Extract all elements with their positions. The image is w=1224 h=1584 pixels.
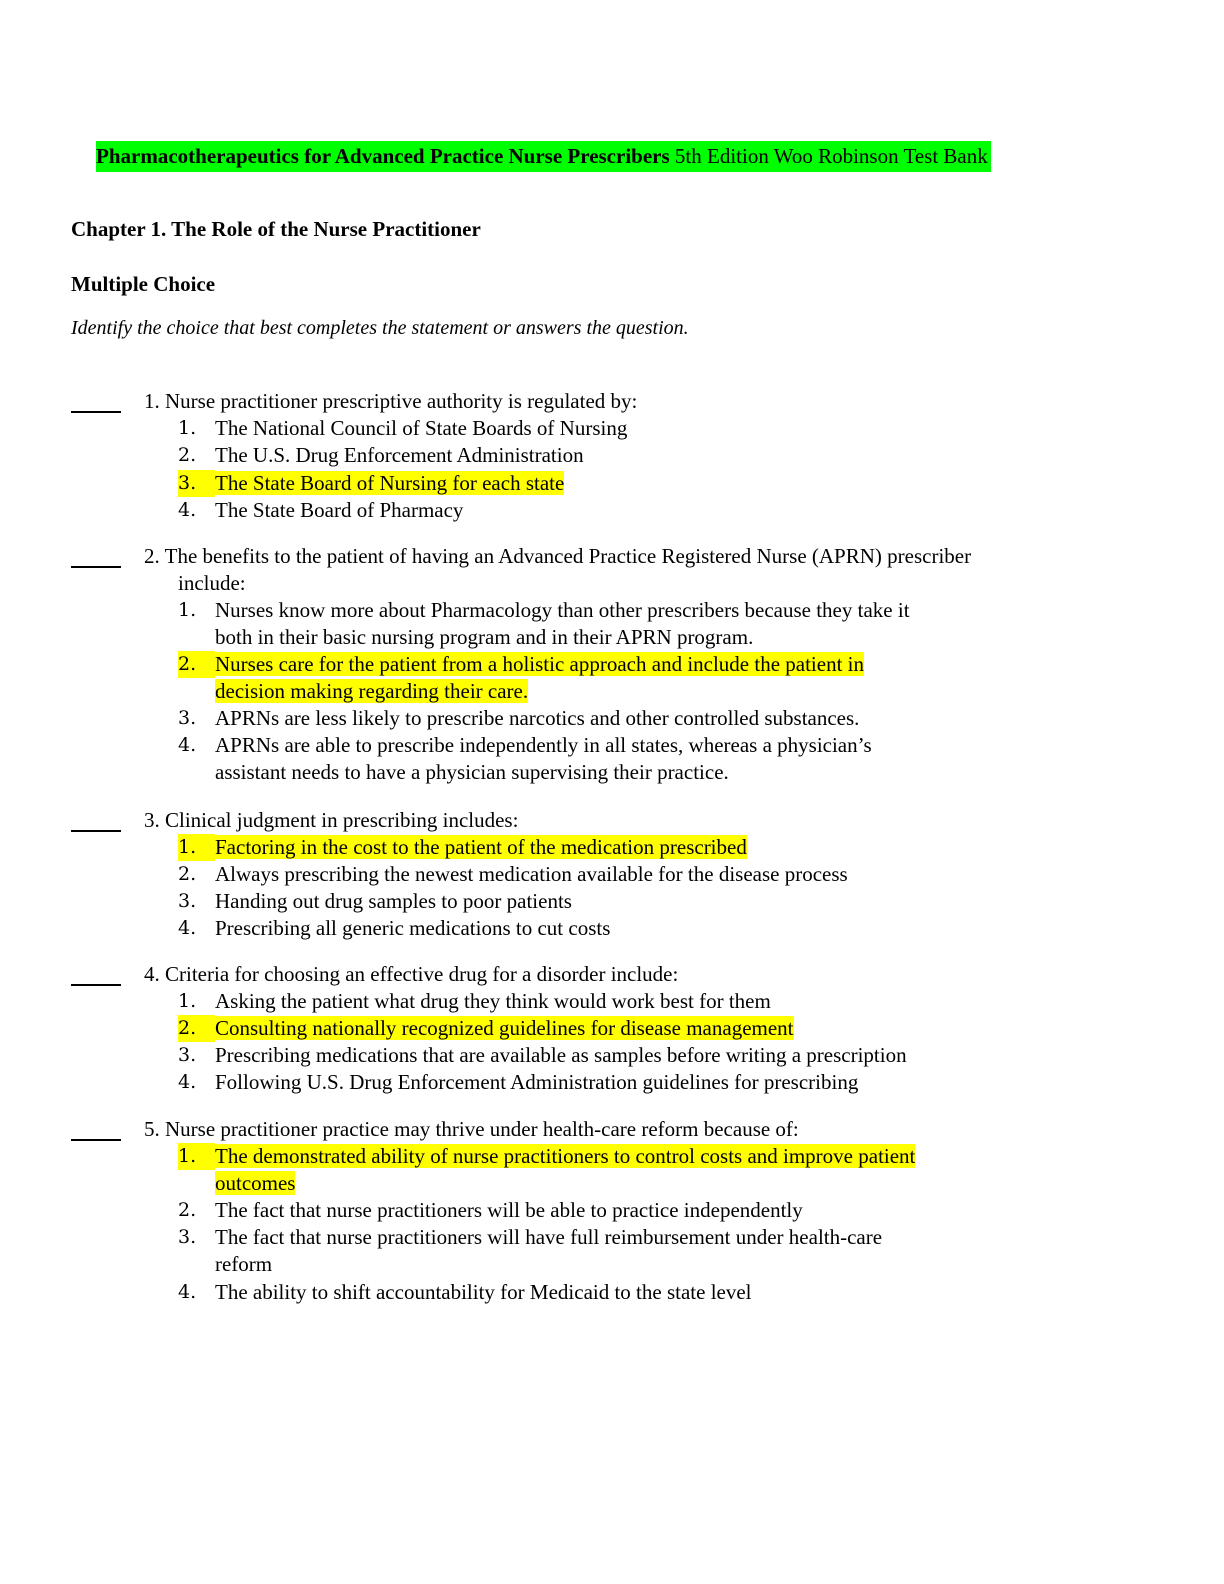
answer-option: [178, 1197, 1078, 1224]
option-number: 4.: [178, 499, 197, 521]
option-text: The State Board of Nursing for each state: [215, 471, 565, 495]
option-text: The National Council of State Boards of Nursing: [215, 416, 628, 440]
answer-blank[interactable]: [71, 984, 121, 986]
option-text: Factoring in the cost to the patient of the medication prescribed: [215, 835, 747, 859]
question-text: Nurse practitioner practice may thrive under health-care reform because of:: [165, 1117, 799, 1141]
answer-option: [178, 732, 1078, 786]
section-heading: Multiple Choice: [71, 272, 216, 296]
answer-option: [178, 1224, 1078, 1278]
answer-option: [178, 705, 1078, 732]
question-text: Criteria for choosing an effective drug for a disorder include:: [165, 962, 679, 986]
question-text: Nurse practitioner prescriptive authority is regulated by:: [165, 389, 638, 413]
document-title-rest: 5th Edition Woo Robinson Test Bank: [669, 144, 988, 168]
instructions-text: Identify the choice that best completes the statement or answers the question.: [71, 317, 689, 339]
option-number: 4.: [178, 1281, 197, 1303]
option-number: 3.: [178, 1044, 197, 1066]
option-text: both in their basic nursing program and in their APRN program.: [215, 625, 754, 649]
option-text: Nurses care for the patient from a holistic approach and include the patient in: [215, 652, 865, 676]
answer-option: [178, 1069, 1078, 1096]
question-stem: [144, 388, 1104, 415]
answer-option: [178, 1279, 1078, 1306]
answer-option: [178, 415, 1078, 442]
document-title: [96, 141, 991, 172]
answer-option-correct: [178, 834, 1078, 861]
answer-option: [178, 597, 1078, 651]
option-text: The fact that nurse practitioners will have full reimbursement under health-care: [215, 1225, 883, 1249]
answer-option-correct: [178, 1015, 1078, 1042]
question-stem: [144, 543, 1104, 597]
answer-option: [178, 888, 1078, 915]
option-text: The demonstrated ability of nurse practitioners to control costs and improve patient: [215, 1144, 916, 1168]
answer-option: [178, 915, 1078, 942]
option-number: 3.: [178, 1226, 197, 1248]
question-text-continued: include:: [178, 571, 246, 595]
question-number: 3.: [144, 808, 160, 832]
option-number: 1.: [178, 417, 197, 439]
question-number: 5.: [144, 1117, 160, 1141]
question-number: 1.: [144, 389, 160, 413]
question-number: 2.: [144, 544, 160, 568]
option-number: 2.: [178, 444, 197, 466]
option-text: assistant needs to have a physician supervising their practice.: [215, 760, 729, 784]
option-number: 3.: [178, 890, 197, 912]
answer-option-correct: [178, 651, 1078, 705]
option-text: Asking the patient what drug they think would work best for them: [215, 989, 771, 1013]
option-text: Always prescribing the newest medication available for the disease process: [215, 862, 848, 886]
option-number: 1.: [178, 834, 215, 861]
answer-option-correct: [178, 470, 1078, 497]
option-number: 4.: [178, 917, 197, 939]
option-text: Nurses know more about Pharmacology than other prescribers because they take it: [215, 598, 910, 622]
question-stem: [144, 807, 1104, 834]
option-text: Handing out drug samples to poor patients: [215, 889, 572, 913]
option-text: reform: [215, 1252, 273, 1276]
option-number: 2.: [178, 651, 215, 678]
question-number: 4.: [144, 962, 160, 986]
option-text: outcomes: [215, 1171, 296, 1195]
option-number: 1.: [178, 599, 197, 621]
option-text: Prescribing all generic medications to cut costs: [215, 916, 611, 940]
answer-option-correct: [178, 1143, 1078, 1197]
answer-blank[interactable]: [71, 411, 121, 413]
option-text: The State Board of Pharmacy: [215, 498, 464, 522]
chapter-heading: Chapter 1. The Role of the Nurse Practitioner: [71, 217, 481, 241]
option-text: Prescribing medications that are available as samples before writing a prescription: [215, 1043, 907, 1067]
answer-option: [178, 442, 1078, 469]
option-number: 1.: [178, 1143, 215, 1170]
option-number: 3.: [178, 470, 215, 497]
answer-option: [178, 861, 1078, 888]
answer-blank[interactable]: [71, 830, 121, 832]
option-number: 4.: [178, 1071, 197, 1093]
option-text: The fact that nurse practitioners will be able to practice independently: [215, 1198, 803, 1222]
option-text: The U.S. Drug Enforcement Administration: [215, 443, 584, 467]
option-number: 1.: [178, 990, 197, 1012]
option-text: APRNs are able to prescribe independently in all states, whereas a physician’s: [215, 733, 872, 757]
option-text: Consulting nationally recognized guidelines for disease management: [215, 1016, 794, 1040]
question-stem: [144, 961, 1104, 988]
option-number: 2.: [178, 863, 197, 885]
question-stem: [144, 1116, 1104, 1143]
option-number: 2.: [178, 1015, 215, 1042]
question-text: Clinical judgment in prescribing includes:: [165, 808, 519, 832]
option-text: APRNs are less likely to prescribe narcotics and other controlled substances.: [215, 706, 860, 730]
answer-blank[interactable]: [71, 1139, 121, 1141]
question-text: The benefits to the patient of having an Advanced Practice Registered Nurse (APRN) prescriber: [164, 544, 972, 568]
document-title-bold: Pharmacotherapeutics for Advanced Practice Nurse Prescribers: [96, 144, 670, 168]
option-text: decision making regarding their care.: [215, 679, 529, 703]
option-number: 2.: [178, 1199, 197, 1221]
option-number: 3.: [178, 707, 197, 729]
option-number: 4.: [178, 734, 197, 756]
answer-option: [178, 497, 1078, 524]
answer-blank[interactable]: [71, 566, 121, 568]
option-text: Following U.S. Drug Enforcement Administration guidelines for prescribing: [215, 1070, 859, 1094]
option-text: The ability to shift accountability for Medicaid to the state level: [215, 1280, 752, 1304]
answer-option: [178, 1042, 1078, 1069]
answer-option: [178, 988, 1078, 1015]
